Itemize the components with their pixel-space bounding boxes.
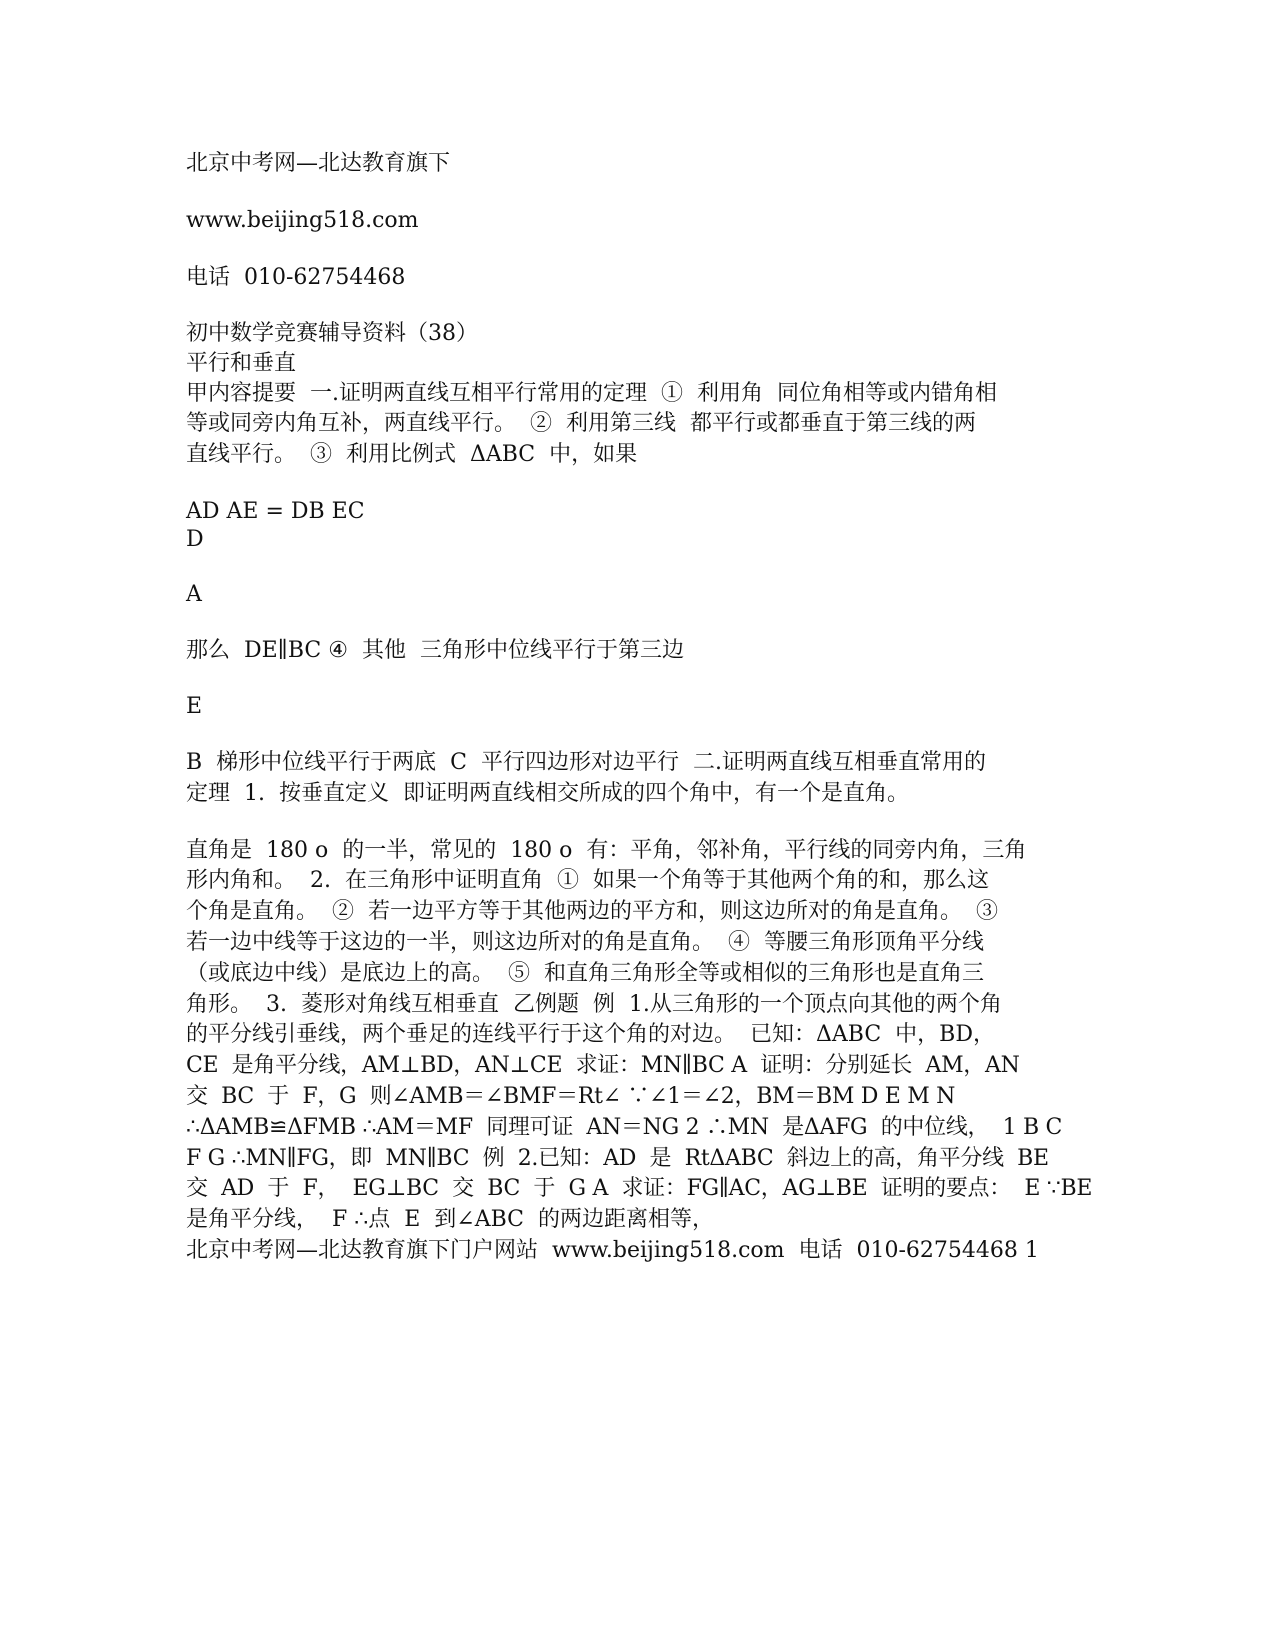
header-url: www.beijing518.com	[186, 208, 419, 233]
body-line: （或底边中线）是底边上的高。 ⑤ 和直角三角形全等或相似的三角形也是直角三	[186, 961, 984, 986]
header-phone: 电话 010-62754468	[186, 265, 406, 290]
body-line: 交 AD 于 F， EG⊥BC 交 BC 于 G A 求证：FG∥AC，AG⊥BE 证明的要点： E ∵BE	[186, 1176, 1093, 1201]
body-line: 个角是直角。 ② 若一边平方等于其他两边的平方和，则这边所对的角是直角。 ③	[186, 899, 998, 924]
body-line: 直角是 180 o 的一半，常见的 180 o 有：平角，邻补角，平行线的同旁内角，三角	[186, 838, 1027, 863]
doc-subtitle: 平行和垂直	[186, 351, 297, 376]
body-line: AD AE = DB EC	[186, 499, 365, 524]
body-line: 等或同旁内角互补，两直线平行。 ② 利用第三线 都平行或都垂直于第三线的两	[186, 411, 976, 436]
header-site: 北京中考网—北达教育旗下	[186, 151, 451, 176]
body-line: D	[186, 527, 204, 552]
body-line: CE 是角平分线，AM⊥BD，AN⊥CE 求证：MN∥BC A 证明：分别延长 AM，AN	[186, 1053, 1020, 1078]
footer-text: 北京中考网—北达教育旗下门户网站 www.beijing518.com 电话 010-62754468 1	[186, 1238, 1039, 1263]
body-line: 直线平行。 ③ 利用比例式 ΔABC 中，如果	[186, 442, 638, 467]
body-line: E	[186, 694, 203, 719]
body-line: 甲内容提要 一.证明两直线互相平行常用的定理 ① 利用角 同位角相等或内错角相	[186, 381, 997, 406]
body-line: 交 BC 于 F，G 则∠AMB＝∠BMF＝Rt∠ ∵∠1＝∠2，BM＝BM D E M N	[186, 1084, 956, 1109]
body-line: B 梯形中位线平行于两底 C 平行四边形对边平行 二.证明两直线互相垂直常用的	[186, 750, 986, 775]
body-line: F G ∴MN∥FG，即 MN∥BC 例 2.已知：AD 是 RtΔABC 斜边上的高，角平分线 BE	[186, 1146, 1049, 1171]
body-line: 定理 1. 按垂直定义 即证明两直线相交所成的四个角中，有一个是直角。	[186, 781, 909, 806]
body-line: 形内角和。 2. 在三角形中证明直角 ① 如果一个角等于其他两个角的和，那么这	[186, 868, 989, 893]
doc-title: 初中数学竞赛辅导资料（38）	[186, 321, 478, 346]
body-line: 是角平分线， F ∴点 E 到∠ABC 的两边距离相等，	[186, 1207, 714, 1232]
body-line: 的平分线引垂线，两个垂足的连线平行于这个角的对边。 已知：ΔABC 中，BD，	[186, 1022, 995, 1047]
body-line: 若一边中线等于这边的一半，则这边所对的角是直角。 ④ 等腰三角形顶角平分线	[186, 930, 984, 955]
body-line: ∴ΔAMB≌ΔFMB ∴AM＝MF 同理可证 AN＝NG 2 ∴MN 是ΔAFG 的中位线， 1 B C	[186, 1115, 1063, 1140]
body-line: 那么 DE∥BC ④ 其他 三角形中位线平行于第三边	[186, 638, 684, 663]
body-line: 角形。 3. 菱形对角线互相垂直 乙例题 例 1.从三角形的一个顶点向其他的两个角	[186, 992, 1002, 1017]
body-line: A	[186, 582, 202, 607]
